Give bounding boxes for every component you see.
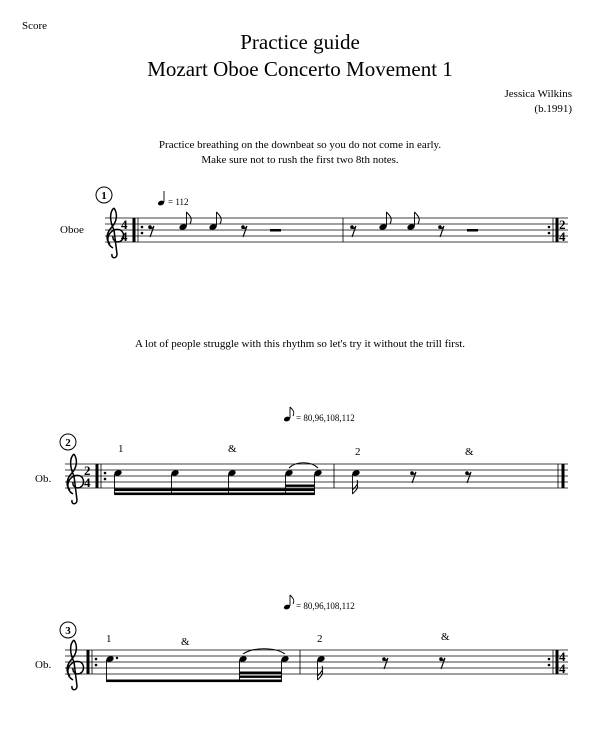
tempo-text-2: = 80,96,108,112 [296,413,355,423]
half-rest [467,229,478,232]
rehearsal-mark-2-label: 2 [65,437,71,449]
rehearsal-mark-3 [60,622,76,638]
instrument-name-2: Ob. [35,473,52,485]
count-label: 2 [355,446,361,458]
instruction-line-3: A lot of people struggle with this rhythm so let's try it without the trill first. [134,338,466,350]
eighth-note [179,212,192,231]
instrument-name-3: Ob. [35,659,52,671]
eighth-note [407,212,420,231]
eighth-rest [382,657,388,669]
staff-lines-3 [65,650,568,674]
composer-dates: (b.1991) [534,103,572,115]
count-label: & [441,631,450,643]
count-label: & [228,443,237,455]
sixteenth-note [352,469,361,494]
system-1 [60,187,568,258]
count-label: & [465,446,474,458]
treble-clef-2 [67,454,83,504]
tempo-marking-3 [283,595,355,611]
half-rest [270,229,281,232]
eighth-rest [465,471,471,483]
tempo-marking-2 [283,407,355,423]
title-line-2: Mozart Oboe Concerto Movement 1 [147,57,453,81]
count-label: & [181,636,190,648]
staff-lines-2 [65,464,568,488]
count-label: 1 [106,633,112,645]
title-line-1: Practice guide [240,30,360,54]
eighth-note [209,212,222,231]
end-time-sig-top-3: 4 [559,649,566,664]
eighth-note [379,212,392,231]
instrument-name-1: Oboe [60,224,84,236]
rehearsal-mark-3-label: 3 [65,625,71,637]
staff-lines-1 [105,218,568,242]
time-sig-top-2: 2 [84,463,91,478]
composer-name: Jessica Wilkins [504,88,572,100]
treble-clef-3 [67,640,83,690]
end-time-sig-bottom-3: 4 [559,661,566,676]
dotted-eighth-sixteenth-group [106,649,290,682]
count-label: 1 [118,443,124,455]
count-label: 2 [317,633,323,645]
instruction-line-2: Make sure not to rush the first two 8th notes. [201,154,399,166]
rehearsal-mark-1 [96,187,112,203]
sixteenth-note-group [114,463,323,495]
end-time-sig-bottom-1: 4 [559,229,566,244]
system-3 [35,595,568,690]
tempo-text-1: = 112 [168,197,189,207]
tempo-text-3: = 80,96,108,112 [296,601,355,611]
sixteenth-note [317,655,326,680]
tempo-marking-1 [157,191,188,207]
time-sig-top-1: 4 [121,217,128,232]
end-time-sig-top-1: 2 [559,217,566,232]
eighth-rest [241,225,247,237]
eighth-rest [350,225,356,237]
score-label: Score [22,20,48,32]
eighth-rest [148,225,154,237]
system-2 [35,407,568,504]
eighth-rest [410,471,416,483]
time-sig-bottom-2: 4 [84,475,91,490]
eighth-rest [439,657,445,669]
rehearsal-mark-2 [60,434,76,450]
time-sig-bottom-1: 4 [121,229,128,244]
instruction-line-1: Practice breathing on the downbeat so you do not come in early. [158,139,442,151]
rehearsal-mark-1-label: 1 [101,190,107,202]
eighth-rest [438,225,444,237]
